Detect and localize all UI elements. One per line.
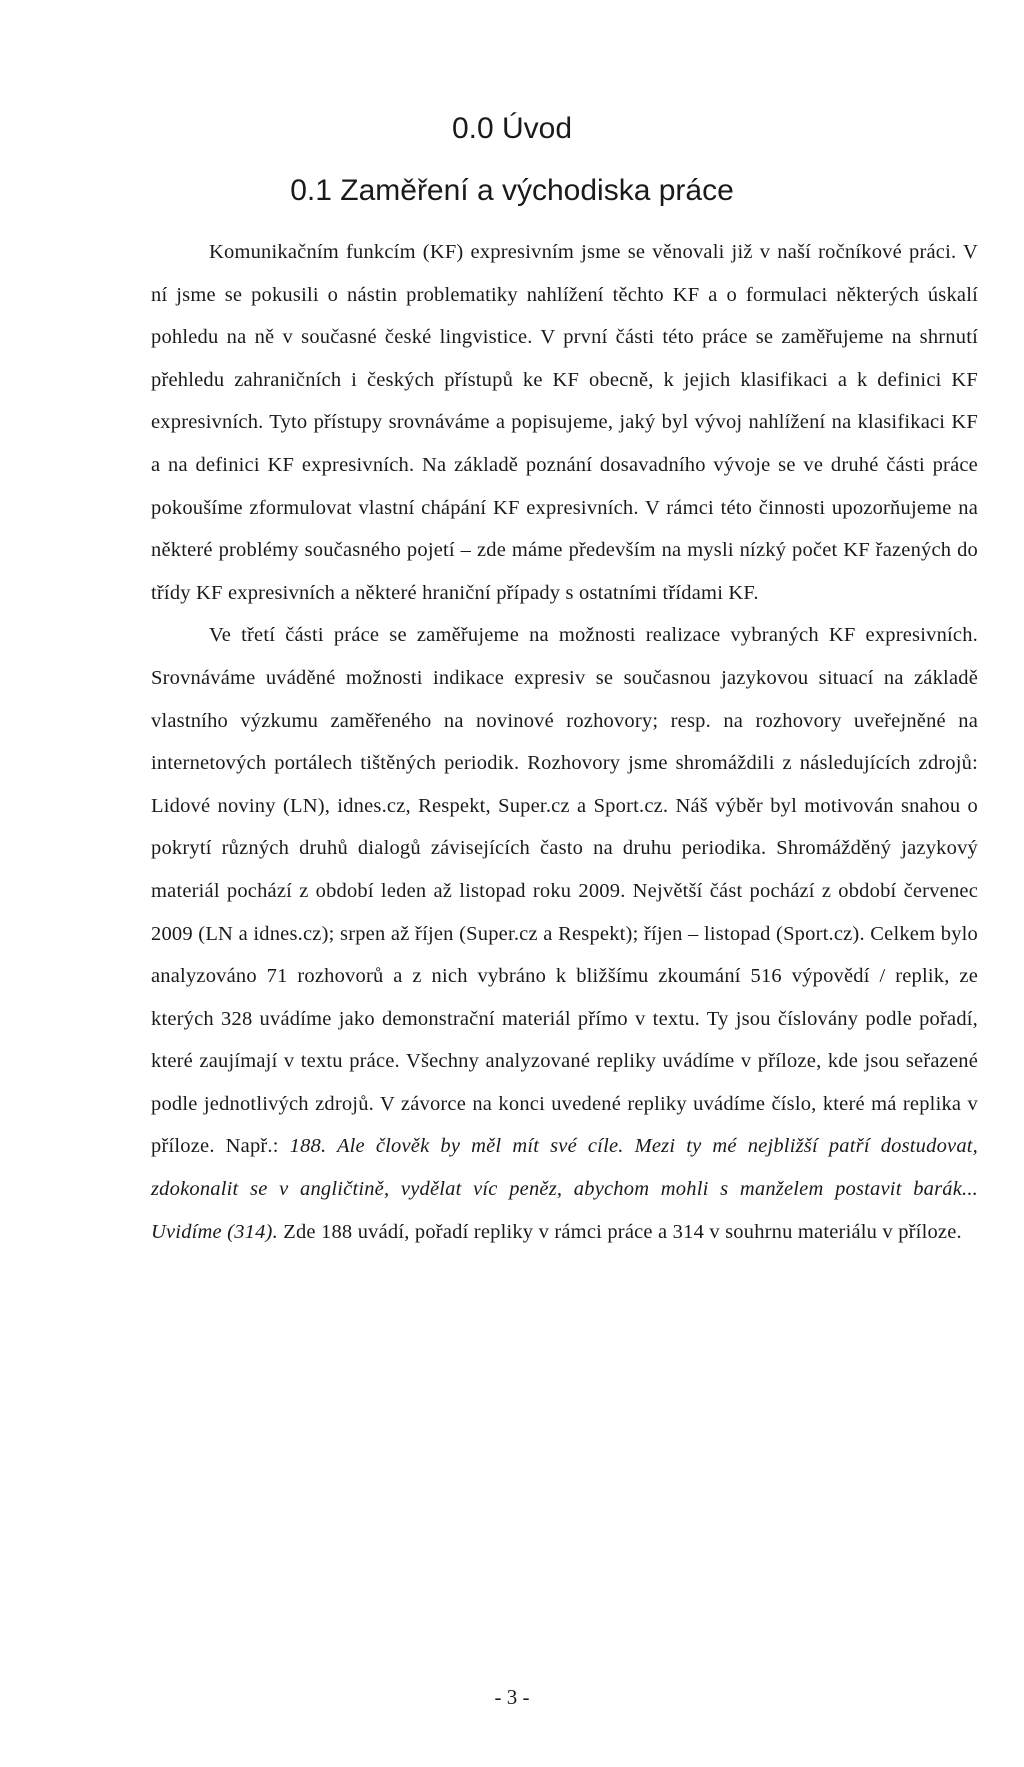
page-number: - 3 - [494, 1685, 530, 1709]
paragraph-2-tail: Zde 188 uvádí, pořadí repliky v rámci práce a 314 v souhrnu materiálu v příloze. [277, 1220, 962, 1243]
section-title: 0.1 Zaměření a východiska práce [290, 174, 734, 207]
paragraph-2-text: Ve třetí části práce se zaměřujeme na možnosti realizace vybraných KF expresivních. Srovnáváme uváděné možnosti indikace expresiv se současnou jazykovou situací na základě vlastního výzkumu zaměřeného na novinové rozhovory; resp. na rozhovory uveřejněné na internetových portálech tištěných periodik. Rozhovory jsme shromáždili z následujících zdrojů: Lidové noviny (LN), idnes.cz, Respekt, Super.cz a Sport.cz. Náš výběr byl motivován snahou o pokrytí různých druhů dialogů závisejících často na druhu periodika. Shromážděný jazykový materiál pochází z období leden až listopad roku 2009. Největší část pochází z období červenec 2009 (LN a idnes.cz); srpen až říjen (Super.cz a Respekt); říjen – listopad (Sport.cz). Celkem bylo analyzováno 71 rozhovorů a z nich vybráno k bližšímu zkoumání 516 výpovědí / replik, ze kterých 328 uvádíme jako demonstrační materiál přímo v textu. Ty jsou číslovány podle pořadí, které zaujímají v textu práce. Všechny analyzované repliky uvádíme v příloze, kde jsou seřazené podle jednotlivých zdrojů. V závorce na konci uvedené repliky uvádíme číslo, které má replika v příloze. Např.: [151, 624, 978, 1158]
example-replica: 188. Ale člověk by měl mít své cíle. Mezi ty mé nejbližší patří dostudovat, zdokonalit se v angličtině, vydělat víc peněz, abychom mohli s manželem postavit barák... Uvidíme (314). [151, 1135, 978, 1243]
body-text [151, 231, 978, 1253]
chapter-title: 0.0 Úvod [451, 112, 573, 145]
paragraph-2 [151, 614, 978, 1253]
paragraph-1: Komunikačním funkcím (KF) expresivním jsme se věnovali již v naší ročníkové práci. V ní jsme se pokusili o nástin problematiky nahlížení těchto KF a o formulaci některých úskalí pohledu na ně v současné české lingvistice. V první části této práce se zaměřujeme na shrnutí přehledu zahraničních i českých přístupů ke KF obecně, k jejich klasifikaci a k definici KF expresivních. Tyto přístupy srovnáváme a popisujeme, jaký byl vývoj nahlížení na klasifikaci KF a na definici KF expresivních. Na základě poznání dosavadního vývoje se ve druhé části práce pokoušíme zformulovat vlastní chápání KF expresivních. V rámci této činnosti upozorňujeme na některé problémy současného pojetí – zde máme především na mysli nízký počet KF řazených do třídy KF expresivních a některé hraniční případy s ostatními třídami KF. [151, 241, 978, 604]
